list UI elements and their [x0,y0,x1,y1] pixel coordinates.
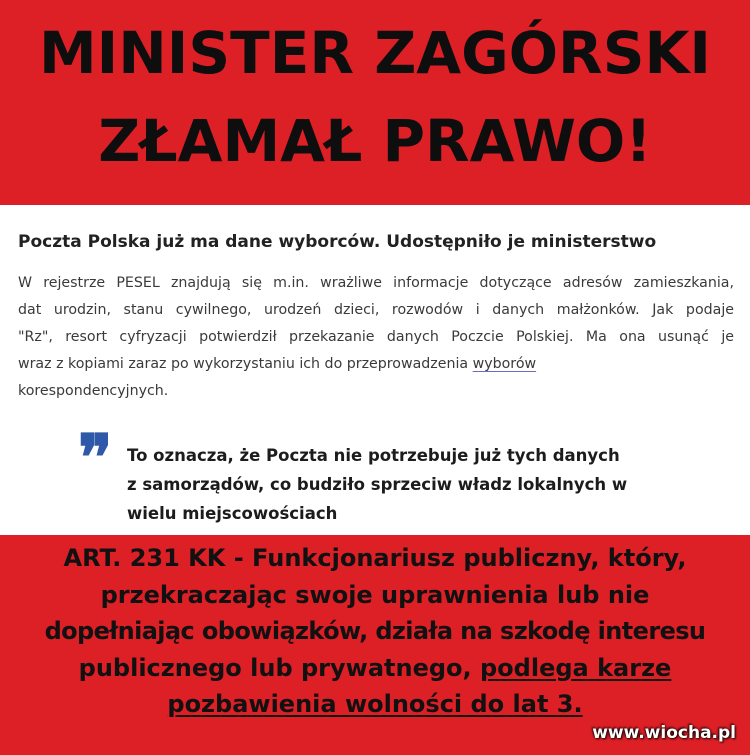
headline-line-2: ZŁAMAŁ PRAWO! [98,107,652,175]
legal-underlined-text: pozbawienia wolności do lat 3. [167,690,583,718]
legal-underlined-text: podlega karze [480,653,672,682]
headline-banner [0,0,750,205]
article-body-line: dat urodzin, stanu cywilnego, urodzeń dzieci, rozwodów i danych małżonków. Jak podaje [18,302,734,318]
pull-quote [127,441,687,528]
legal-line: dopełniając obowiązków, działa na szkodę interesu [44,617,706,645]
article-body-line: korespondencyjnych. [18,383,169,399]
article-excerpt [0,205,750,535]
article-title: Poczta Polska już ma dane wyborców. Udostępniło je ministerstwo [18,232,657,252]
pull-quote-line: z samorządów, co budziło sprzeciw władz lokalnych w [127,475,628,494]
quote-mark-icon: ❞ [78,421,113,496]
article-body-text: wraz z kopiami zaraz po wykorzystaniu ich do przeprowadzenia [18,356,473,372]
wybory-link[interactable]: wyborów [472,356,537,372]
site-watermark: www.wiocha.pl [592,723,736,743]
article-body-line: W rejestrze PESEL znajdują się m.in. wrażliwe informacje dotyczące adresów zamieszkania, [18,275,734,291]
legal-line [0,650,750,687]
legal-article-text [0,540,750,723]
article-body-line: "Rz", resort cyfryzacji potwierdził przekazanie danych Poczcie Polskiej. Ma ona usunąć je [18,329,734,345]
legal-line: ART. 231 KK - Funkcjonariusz publiczny, który, [63,544,687,572]
pull-quote-line: wielu miejscowościach [127,504,338,523]
article-body-line [18,351,734,378]
legal-line: przekraczając swoje uprawnienia lub nie [100,580,650,609]
headline-line-1: MINISTER ZAGÓRSKI [38,19,712,87]
pull-quote-line: To oznacza, że Poczta nie potrzebuje już tych danych [127,446,620,465]
legal-text: publicznego lub prywatnego, [78,653,480,682]
article-body [18,270,734,405]
legal-line [0,686,750,723]
